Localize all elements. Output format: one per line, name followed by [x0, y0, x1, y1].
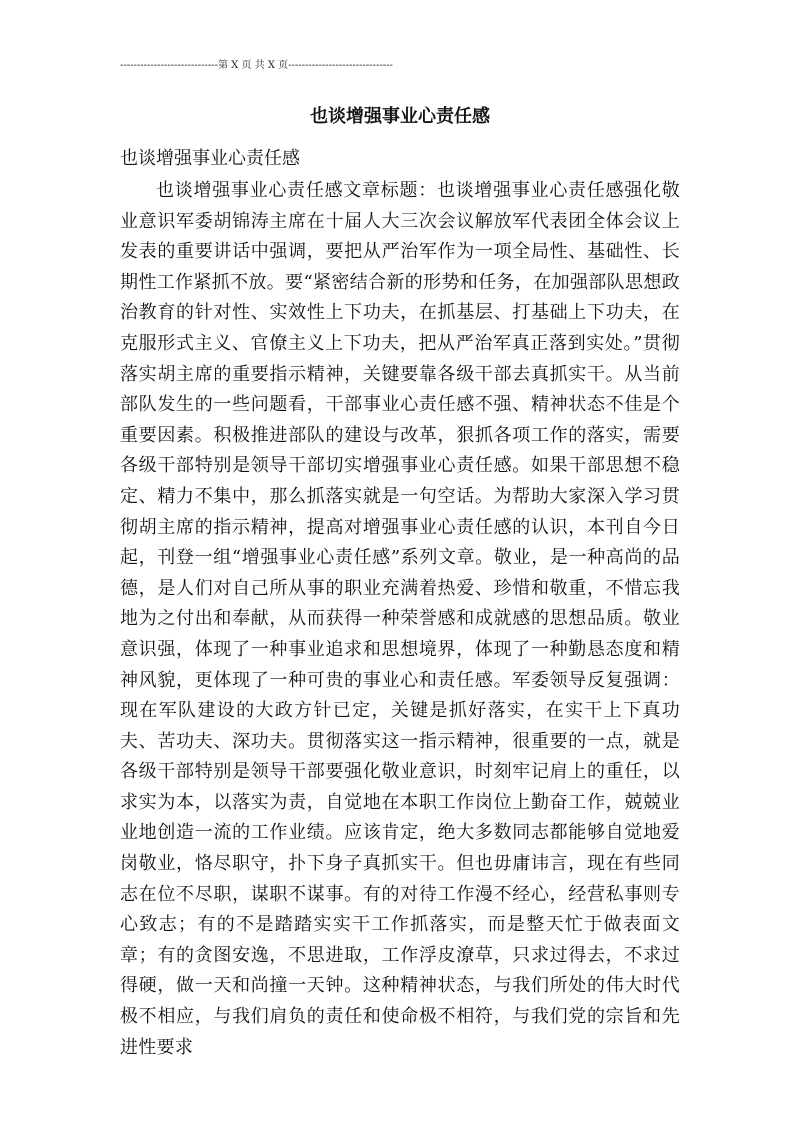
document-subtitle: 也谈增强事业心责任感 — [120, 148, 300, 169]
document-title: 也谈增强事业心责任感 — [310, 106, 490, 127]
body-paragraph: 也谈增强事业心责任感文章标题：也谈增强事业心责任感强化敬业意识军委胡锦涛主席在十届人大三次会议解放军代表团全体会议上发表的重要讲话中强调，要把从严治军作为一项全局性、基础性、长期性工作紧抓不放。要“紧密结合新的形势和任务，在加强部队思想政治教育的针对性、实效性上下功夫，在抓基层、打基础上下功夫，在克服形式主义、官僚主义上下功夫，把从严治军真正落到实处。”贯彻落实胡主席的重要指示精神，关键要靠各级干部去真抓实干。从当前部队发生的一些问题看，干部事业心责任感不强、精神状态不佳是个重要因素。积极推进部队的建设与改革，狠抓各项工作的落实，需要各级干部特别是领导干部切实增强事业心责任感。如果干部思想不稳定、精力不集中，那么抓落实就是一句空话。为帮助大家深入学习贯彻胡主席的指示精神，提高对增强事业心责任感的认识，本刊自今日起，刊登一组“增强事业心责任感”系列文章。敬业，是一种高尚的品德，是人们对自己所从事的职业充满着热爱、珍惜和敬重，不惜忘我地为之付出和奉献，从而获得一种荣誉感和成就感的思想品质。敬业意识强，体现了一种事业追求和思想境界，体现了一种勤恳态度和精神风貌，更体现了一种可贵的事业心和责任感。军委领导反复强调：现在军队建设的大政方针已定，关键是抓好落实，在实干上下真功夫、苦功夫、深功夫。贯彻落实这一指示精神，很重要的一点，就是各级干部特别是领导干部要强化敬业意识，时刻牢记肩上的重任，以求实为本，以落实为责，自觉地在本职工作岗位上勤奋工作，兢兢业业地创造一流的工作业绩。应该肯定，绝大多数同志都能够自觉地爱岗敬业，恪尽职守，扑下身子真抓实干。但也毋庸讳言，现在有些同志在位不尽职，谋职不谋事。有的对待工作漫不经心，经营私事则专心致志；有的不是踏踏实实干工作抓落实，而是整天忙于做表面文章；有的贪图安逸，不思进取，工作浮皮潦草，只求过得去，不求过得硬，做一天和尚撞一天钟。这种精神状态，与我们所处的伟大时代极不相应，与我们肩负的责任和使命极不相符，与我们党的宗旨和先进性要求 — [120, 180, 680, 1058]
page-header-marker: -----------------------------第 X 页 共 X 页------------------------------- — [120, 60, 393, 71]
